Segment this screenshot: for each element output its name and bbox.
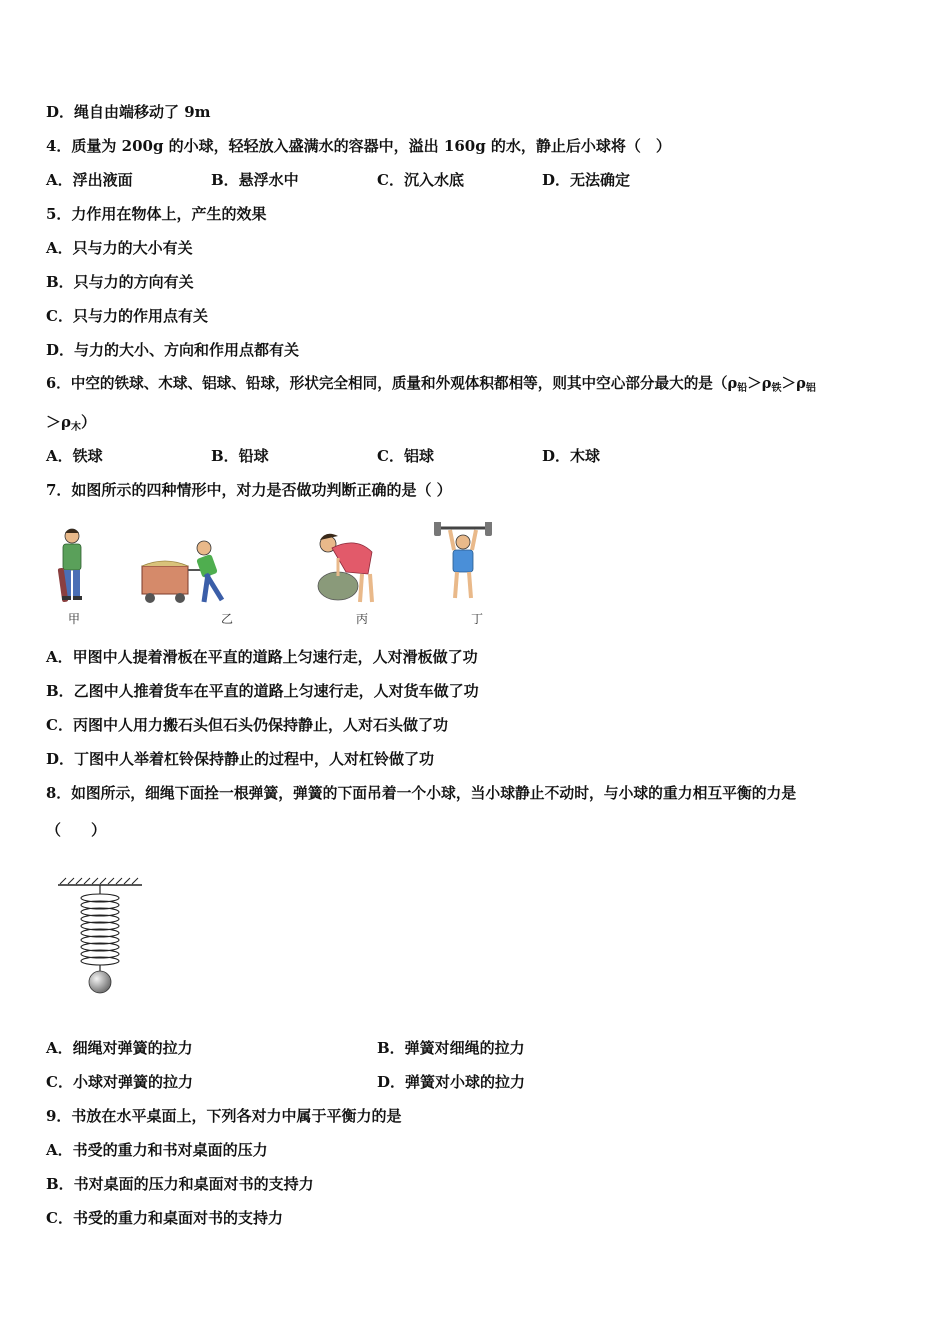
q5-option-b: B．只与力的方向有关 [46, 273, 194, 291]
q9-option-c: C．书受的重力和桌面对书的支持力 [46, 1209, 283, 1227]
q4-option-a: A．浮出液面 [46, 171, 133, 189]
q8-stem: 8．如图所示，细绳下面拴一根弹簧，弹簧的下面吊着一个小球，当小球静止不动时，与小球的重力相互平衡的力是 [46, 785, 797, 802]
q6-sub-mu: 木 [70, 422, 81, 433]
q6-option-b: B．铅球 [211, 447, 269, 465]
q9-option-a: A．书受的重力和书对桌面的压力 [46, 1141, 268, 1159]
q7-stem: 7．如图所示的四种情形中，对力是否做功判断正确的是（ ） [46, 481, 452, 499]
q6-option-d: D．木球 [542, 447, 601, 465]
figure-jia-person-skateboard [58, 529, 82, 602]
q5-option-d: D．与力的大小、方向和作用点都有关 [46, 341, 300, 359]
q6-sub-qian: 铅 [737, 383, 748, 394]
q6-line2-end: ） [80, 413, 96, 431]
q6-stem-text: 6．中空的铁球、木球、铝球、铅球，形状完全相同，质量和外观体积都相等，则其中空心部分最大的是（ρ [46, 375, 738, 392]
q6-gt-1: ＞ρ [747, 375, 772, 392]
q8-option-b: B．弹簧对细绳的拉力 [377, 1039, 525, 1057]
q4-option-d: D．无法确定 [542, 171, 631, 189]
q7-option-b: B．乙图中人推着货车在平直的道路上匀速行走，人对货车做了功 [46, 682, 479, 700]
q5-option-a: A．只与力的大小有关 [46, 239, 193, 257]
q6-gt-2: ＞ρ [781, 375, 806, 392]
q6-stem-line1 [46, 374, 816, 396]
q7-option-a: A．甲图中人提着滑板在平直的道路上匀速行走，人对滑板做了功 [46, 648, 478, 666]
q5-option-c: C．只与力的作用点有关 [46, 307, 208, 325]
q4-stem: 4．质量为 200g 的小球，轻轻放入盛满水的容器中，溢出 160g 的水，静止后小球将（ ） [46, 137, 671, 155]
q6-option-a: A．铁球 [46, 447, 103, 465]
caption-ding: 丁 [471, 612, 484, 626]
q7-figures [46, 522, 506, 632]
q7-option-d: D．丁图中人举着杠铃保持静止的过程中，人对杠铃做了功 [46, 750, 435, 768]
figure-bing-person-rock [318, 534, 372, 602]
q6-line2-start: ＞ρ [46, 413, 71, 431]
q8-paren: （ ） [46, 821, 107, 839]
q6-sub-lv: 铝 [805, 383, 816, 394]
figure-yi-person-cart [142, 541, 222, 603]
q6-stem-line2 [46, 412, 96, 435]
q3-option-d: D．绳自由端移动了 9m [46, 103, 211, 121]
q7-option-c: C．丙图中人用力搬石头但石头仍保持静止，人对石头做了功 [46, 716, 448, 734]
q5-stem: 5．力作用在物体上，产生的效果 [46, 205, 267, 223]
q6-option-c: C．铝球 [377, 447, 434, 465]
spring-ball-figure [56, 874, 148, 998]
caption-bing: 丙 [356, 612, 369, 626]
q6-sub-tie: 铁 [771, 383, 782, 394]
q8-option-d: D．弹簧对小球的拉力 [377, 1073, 526, 1091]
figure-ding-person-barbell [434, 522, 492, 598]
q9-stem: 9．书放在水平桌面上，下列各对力中属于平衡力的是 [46, 1107, 402, 1125]
caption-jia: 甲 [68, 612, 81, 626]
q4-option-c: C．沉入水底 [377, 171, 464, 189]
q8-option-a: A．细绳对弹簧的拉力 [46, 1039, 193, 1057]
q9-option-b: B．书对桌面的压力和桌面对书的支持力 [46, 1175, 314, 1193]
q8-option-c: C．小球对弹簧的拉力 [46, 1073, 193, 1091]
q4-option-b: B．悬浮水中 [211, 171, 299, 189]
caption-yi: 乙 [221, 612, 234, 626]
